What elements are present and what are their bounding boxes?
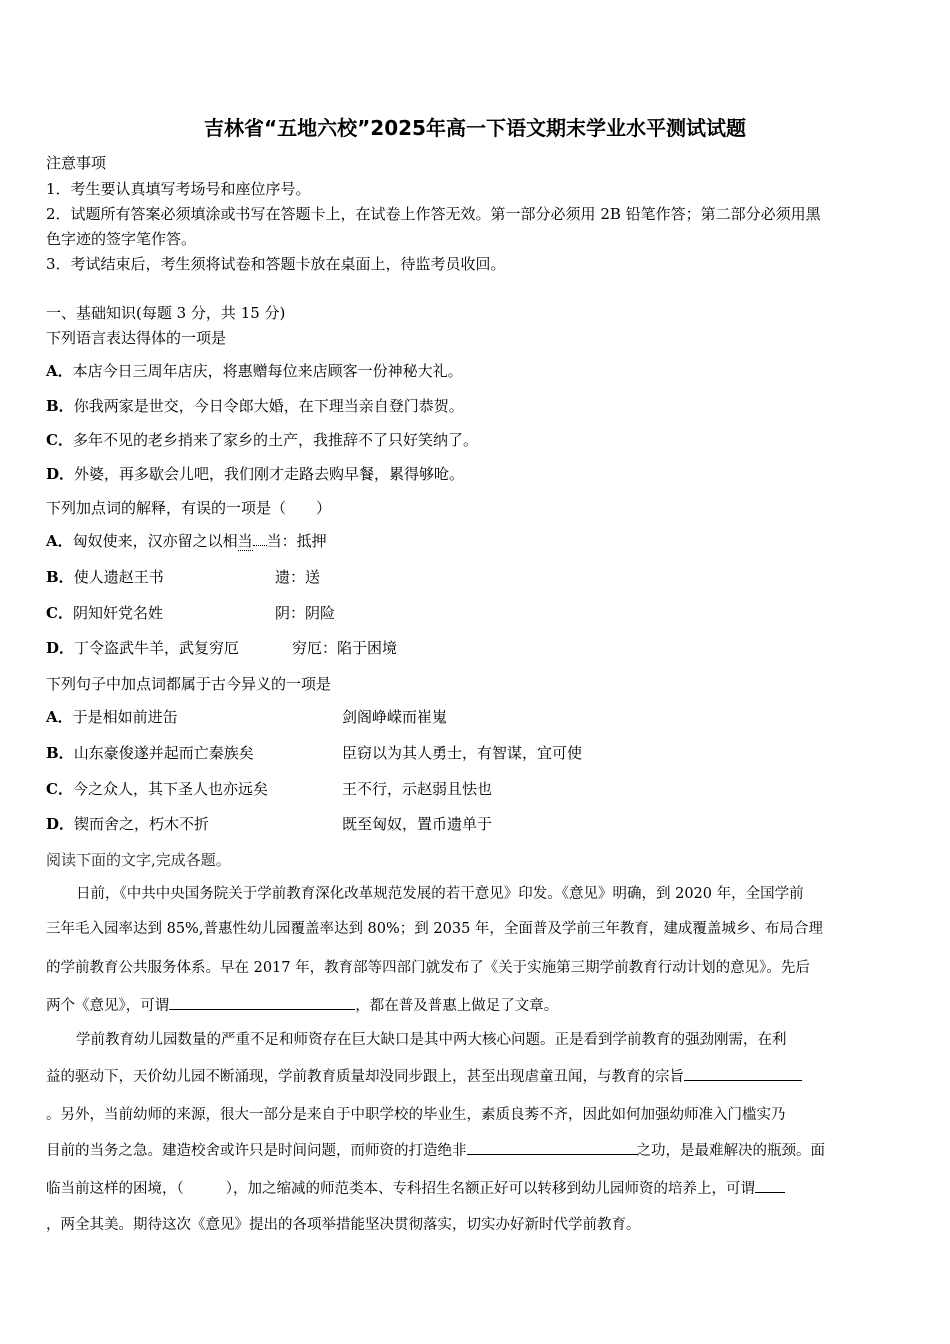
q1-option-b	[46, 395, 464, 416]
notice-heading: 注意事项	[46, 154, 107, 172]
option-label: D．	[46, 815, 75, 833]
option-text: 锲而舍之，朽木不折	[74, 815, 210, 833]
option-text: 多年不见的老乡捎来了家乡的土产，我推辞不了只好笑纳了。	[72, 431, 478, 449]
blank-underline	[467, 1139, 637, 1155]
q2-option-b-gloss: 遗：送	[275, 568, 321, 586]
option-text: 于是相如前进缶	[72, 708, 178, 726]
q2-option-d-gloss: 穷厄：陷于困境	[292, 639, 398, 657]
p2-line-2	[46, 1065, 802, 1086]
option-label: A．	[46, 708, 73, 726]
q3-option-d-right: 既至匈奴，置币遗单于	[342, 815, 493, 833]
option-text: 匈奴使来，汉亦留之以相	[72, 532, 238, 550]
blank-underline	[169, 994, 355, 1010]
p1-line-3: 的学前教育公共服务体系。早在 2017 年，教育部等四部门就发布了《关于实施第三期学前教育行动计划的意见》。先后	[46, 960, 810, 976]
dotted-word: 当	[237, 532, 253, 550]
text-segment: 益的驱动下，天价幼儿园不断涌现，学前教育质量却没同步跟上，甚至出现虐童丑闻，与教育的宗旨	[46, 1069, 684, 1085]
notice-item-1: 1．考生要认真填写考场号和座位序号。	[46, 180, 311, 198]
option-label: C．	[46, 604, 73, 622]
option-label: B．	[46, 568, 74, 586]
option-label: A．	[46, 532, 73, 550]
q2-option-a	[46, 530, 327, 551]
option-text: 山东豪俊遂并起而亡秦族矣	[73, 744, 254, 762]
option-text: 使人遗赵王书	[73, 568, 164, 586]
q3-option-c	[46, 778, 268, 799]
page-title: 吉林省“五地六校”2025年高一下语文期末学业水平测试试题	[204, 116, 746, 140]
option-text: 你我两家是世交，今日令郎大婚，在下理当亲自登门恭贺。	[73, 397, 464, 415]
q3-option-b-right: 臣窃以为其人勇士，有智谋，宜可使	[342, 744, 583, 762]
notice-item-2: 2．试题所有答案必须填涂或书写在答题卡上，在试卷上作答无效。第一部分必须用 2B 铅笔作答；第二部分必须用黑	[46, 205, 821, 223]
p2-line-4	[46, 1139, 825, 1160]
text-segment: 目前的当务之急。建造校舍或许只是时间问题，而师资的打造绝非	[46, 1143, 467, 1159]
q1-option-a	[46, 360, 463, 381]
option-text: 本店今日三周年店庆，将惠赠每位来店顾客一份神秘大礼。	[72, 362, 463, 380]
q1-option-d	[46, 463, 464, 484]
option-label: D．	[46, 639, 75, 657]
q2-option-d	[46, 637, 239, 658]
option-label: D．	[46, 465, 75, 483]
notice-item-2-cont: 色字迹的签字笔作答。	[46, 230, 197, 248]
q1-option-c	[46, 429, 478, 450]
text-segment: 临当前这样的困境，（	[46, 1181, 184, 1197]
q2-option-b	[46, 566, 164, 587]
q3-option-a-right: 剑阁峥嵘而崔嵬	[342, 708, 448, 726]
p1-line-1: 日前，《中共中央国务院关于学前教育深化改革规范发展的若干意见》印发。《意见》明确，到 2020 年，全国学前	[76, 886, 804, 902]
text-segment: ，都在普及普惠上做足了文章。	[355, 998, 559, 1014]
option-label: C．	[46, 431, 73, 449]
p2-line-6: ，两全其美。期待这次《意见》提出的各项举措能坚决贯彻落实，切实办好新时代学前教育。	[46, 1217, 641, 1233]
notice-item-3: 3．考试结束后，考生须将试卷和答题卡放在桌面上，待监考员收回。	[46, 255, 506, 273]
p2-line-3: 。另外，当前幼师的来源，很大一部分是来自于中职学校的毕业生，素质良莠不齐，因此如何加强幼师准入门槛实乃	[46, 1107, 786, 1123]
option-text: 丁令盗武牛羊，武复穷厄	[74, 639, 240, 657]
option-gloss: 当：抵押	[266, 532, 327, 550]
p1-line-2: 三年毛入园率达到 85%,普惠性幼儿园覆盖率达到 80%；到 2035 年，全面普及学前三年教育，建成覆盖城乡、布局合理	[46, 921, 823, 937]
q3-option-d	[46, 813, 209, 834]
p1-line-4	[46, 994, 558, 1015]
option-text: 阴知奸党名姓	[72, 604, 163, 622]
q2-stem: 下列加点词的解释，有误的一项是（ ）	[46, 499, 332, 517]
q2-option-c-gloss: 阴：阴险	[275, 604, 336, 622]
text-segment: 之功，是最难解决的瓶颈。面	[636, 1143, 825, 1159]
option-text: 外婆，再多歇会儿吧，我们刚才走路去购早餐，累得够呛。	[74, 465, 465, 483]
option-text: 今之众人，其下圣人也亦远矣	[72, 780, 268, 798]
option-label: A．	[46, 362, 73, 380]
q3-option-b	[46, 742, 254, 763]
section-heading: 一、基础知识(每题 3 分，共 15 分)	[46, 304, 286, 322]
option-label: C．	[46, 780, 73, 798]
blank-underline	[684, 1065, 802, 1081]
p2-line-5	[46, 1177, 785, 1198]
q3-option-c-right: 王不行，示赵弱且怯也	[342, 780, 493, 798]
blank-underline	[755, 1177, 785, 1193]
dotted-mark	[253, 531, 267, 546]
text-segment: ），加之缩减的师范类本、专科招生名额正好可以转移到幼儿园师资的培养上，可谓	[225, 1181, 755, 1197]
q3-option-a	[46, 706, 178, 727]
reading-instruction: 阅读下面的文字,完成各题。	[46, 851, 231, 869]
option-label: B．	[46, 397, 74, 415]
text-segment: 两个《意见》，可谓	[46, 998, 170, 1014]
q1-stem: 下列语言表达得体的一项是	[46, 329, 227, 347]
q3-stem: 下列句子中加点词都属于古今异义的一项是	[46, 675, 332, 693]
q2-option-c	[46, 602, 163, 623]
p2-line-1: 学前教育幼儿园数量的严重不足和师资存在巨大缺口是其中两大核心问题。正是看到学前教育的强劲刚需，在利	[76, 1032, 787, 1048]
option-label: B．	[46, 744, 74, 762]
